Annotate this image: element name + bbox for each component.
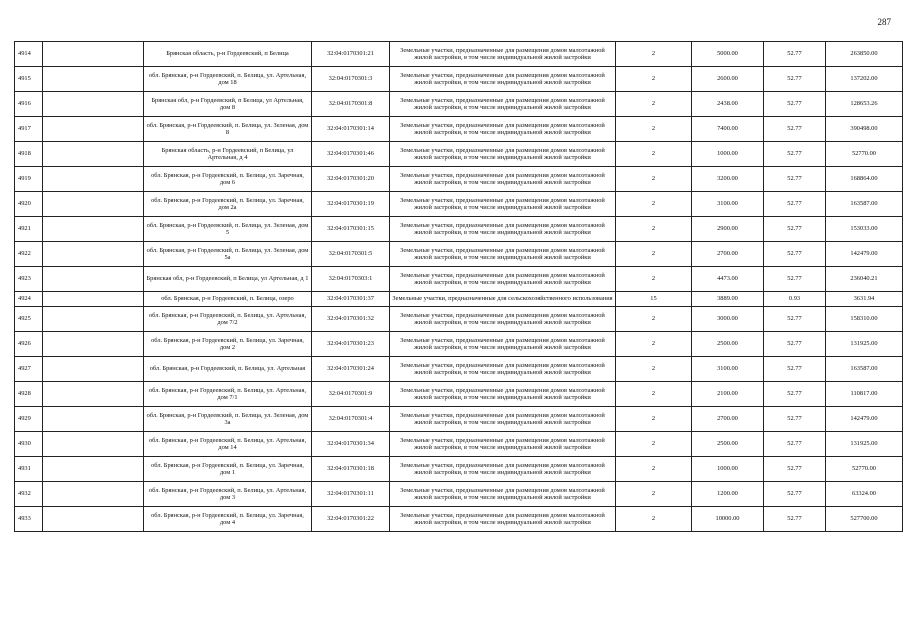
rate-cell: 52.77 bbox=[764, 67, 826, 92]
cadastral-value-cell: 153033.00 bbox=[826, 217, 903, 242]
category-code-cell: 2 bbox=[616, 267, 692, 292]
row-number: 4925 bbox=[15, 307, 43, 332]
blank-cell bbox=[43, 382, 144, 407]
cadastral-value-cell: 263850.00 bbox=[826, 42, 903, 67]
cadastral-number-cell: 32:04:0170301:11 bbox=[312, 482, 390, 507]
land-category-cell: Земельные участки, предназначенные для размещения домов малоэтажной жилой застройки, в том числе индивидуальной жилой застройки bbox=[390, 332, 616, 357]
row-number: 4930 bbox=[15, 432, 43, 457]
cadastral-value-cell: 163587.00 bbox=[826, 357, 903, 382]
cadastral-number-cell: 32:04:0170301:18 bbox=[312, 457, 390, 482]
land-category-cell: Земельные участки, предназначенные для размещения домов малоэтажной жилой застройки, в том числе индивидуальной жилой застройки bbox=[390, 67, 616, 92]
table-row bbox=[15, 457, 903, 482]
blank-cell bbox=[43, 407, 144, 432]
row-number: 4926 bbox=[15, 332, 43, 357]
category-code-cell: 2 bbox=[616, 482, 692, 507]
land-category-cell: Земельные участки, предназначенные для размещения домов малоэтажной жилой застройки, в том числе индивидуальной жилой застройки bbox=[390, 42, 616, 67]
cadastral-value-cell: 131925.00 bbox=[826, 332, 903, 357]
category-code-cell: 2 bbox=[616, 307, 692, 332]
row-number: 4929 bbox=[15, 407, 43, 432]
category-code-cell: 2 bbox=[616, 117, 692, 142]
blank-cell bbox=[43, 292, 144, 307]
category-code-cell: 2 bbox=[616, 357, 692, 382]
row-number: 4931 bbox=[15, 457, 43, 482]
row-number: 4915 bbox=[15, 67, 43, 92]
address-cell: обл. Брянская, р-н Гордеевский, п. Белица, ул. Артельная, дом 18 bbox=[144, 67, 312, 92]
table-row bbox=[15, 242, 903, 267]
land-category-cell: Земельные участки, предназначенные для размещения домов малоэтажной жилой застройки, в том числе индивидуальной жилой застройки bbox=[390, 432, 616, 457]
cadastral-value-cell: 52770.00 bbox=[826, 457, 903, 482]
land-category-cell: Земельные участки, предназначенные для размещения домов малоэтажной жилой застройки, в том числе индивидуальной жилой застройки bbox=[390, 92, 616, 117]
rate-cell: 52.77 bbox=[764, 192, 826, 217]
address-cell: обл. Брянская, р-н Гордеевский, п. Белица, ул. Заречная, дом 1 bbox=[144, 457, 312, 482]
land-category-cell: Земельные участки, предназначенные для размещения домов малоэтажной жилой застройки, в том числе индивидуальной жилой застройки bbox=[390, 407, 616, 432]
table-row bbox=[15, 42, 903, 67]
row-number: 4927 bbox=[15, 357, 43, 382]
rate-cell: 52.77 bbox=[764, 457, 826, 482]
cadastral-number-cell: 32:04:0170301:37 bbox=[312, 292, 390, 307]
table-row bbox=[15, 167, 903, 192]
blank-cell bbox=[43, 357, 144, 382]
cadastral-number-cell: 32:04:0170301:23 bbox=[312, 332, 390, 357]
area-cell: 3000.00 bbox=[692, 307, 764, 332]
cadastral-number-cell: 32:04:0170301:20 bbox=[312, 167, 390, 192]
area-cell: 3200.00 bbox=[692, 167, 764, 192]
blank-cell bbox=[43, 67, 144, 92]
address-cell: Брянская обл, р-н Гордеевский, п Белица, ул Артельная, д 1 bbox=[144, 267, 312, 292]
cadastral-value-cell: 163587.00 bbox=[826, 192, 903, 217]
category-code-cell: 2 bbox=[616, 42, 692, 67]
rate-cell: 52.77 bbox=[764, 117, 826, 142]
category-code-cell: 2 bbox=[616, 192, 692, 217]
cadastral-number-cell: 32:04:0170301:8 bbox=[312, 92, 390, 117]
blank-cell bbox=[43, 507, 144, 532]
address-cell: обл. Брянская, р-н Гордеевский, п. Белица, ул. Зеленая, дом 3а bbox=[144, 407, 312, 432]
area-cell: 4473.00 bbox=[692, 267, 764, 292]
cadastral-number-cell: 32:04:0170301:22 bbox=[312, 507, 390, 532]
area-cell: 7400.00 bbox=[692, 117, 764, 142]
cadastral-number-cell: 32:04:0170301:15 bbox=[312, 217, 390, 242]
cadastral-number-cell: 32:04:0170301:24 bbox=[312, 357, 390, 382]
blank-cell bbox=[43, 142, 144, 167]
table-row bbox=[15, 92, 903, 117]
cadastral-value-cell: 236040.21 bbox=[826, 267, 903, 292]
land-category-cell: Земельные участки, предназначенные для размещения домов малоэтажной жилой застройки, в том числе индивидуальной жилой застройки bbox=[390, 142, 616, 167]
rate-cell: 52.77 bbox=[764, 307, 826, 332]
area-cell: 1000.00 bbox=[692, 142, 764, 167]
area-cell: 1000.00 bbox=[692, 457, 764, 482]
table-row bbox=[15, 382, 903, 407]
address-cell: Брянская обл, р-н Гордеевский, п Белица, ул Артельная, дом 8 bbox=[144, 92, 312, 117]
land-category-cell: Земельные участки, предназначенные для сельскохозяйственного использования bbox=[390, 292, 616, 307]
address-cell: обл. Брянская, р-н Гордеевский, п. Белица, ул. Зеленая, дом 5 bbox=[144, 217, 312, 242]
cadastral-value-cell: 158310.00 bbox=[826, 307, 903, 332]
cadastral-number-cell: 32:04:0170301:3 bbox=[312, 67, 390, 92]
row-number: 4920 bbox=[15, 192, 43, 217]
cadastral-number-cell: 32:04:0170301:32 bbox=[312, 307, 390, 332]
table-row bbox=[15, 507, 903, 532]
blank-cell bbox=[43, 307, 144, 332]
table-row bbox=[15, 117, 903, 142]
table-row bbox=[15, 267, 903, 292]
land-category-cell: Земельные участки, предназначенные для размещения домов малоэтажной жилой застройки, в том числе индивидуальной жилой застройки bbox=[390, 192, 616, 217]
table-row bbox=[15, 142, 903, 167]
area-cell: 3889.00 bbox=[692, 292, 764, 307]
land-category-cell: Земельные участки, предназначенные для размещения домов малоэтажной жилой застройки, в том числе индивидуальной жилой застройки bbox=[390, 507, 616, 532]
table-body bbox=[15, 42, 903, 532]
rate-cell: 52.77 bbox=[764, 242, 826, 267]
table-row bbox=[15, 192, 903, 217]
blank-cell bbox=[43, 482, 144, 507]
cadastral-number-cell: 32:04:0170301:46 bbox=[312, 142, 390, 167]
table-row bbox=[15, 67, 903, 92]
cadastral-number-cell: 32:04:0170301:19 bbox=[312, 192, 390, 217]
address-cell: обл. Брянская, р-н Гордеевский, п. Белица, ул. Зеленая, дом 8 bbox=[144, 117, 312, 142]
cadastral-value-cell: 390498.00 bbox=[826, 117, 903, 142]
table-row bbox=[15, 217, 903, 242]
category-code-cell: 2 bbox=[616, 407, 692, 432]
rate-cell: 52.77 bbox=[764, 332, 826, 357]
address-cell: обл. Брянская, р-н Гордеевский, п. Белица, ул. Зеленая, дом 5а bbox=[144, 242, 312, 267]
blank-cell bbox=[43, 92, 144, 117]
address-cell: обл. Брянская, р-н Гордеевский, п. Белица, ул. Артельная, дом 14 bbox=[144, 432, 312, 457]
table-row bbox=[15, 357, 903, 382]
land-category-cell: Земельные участки, предназначенные для размещения домов малоэтажной жилой застройки, в том числе индивидуальной жилой застройки bbox=[390, 217, 616, 242]
land-category-cell: Земельные участки, предназначенные для размещения домов малоэтажной жилой застройки, в том числе индивидуальной жилой застройки bbox=[390, 242, 616, 267]
cadastral-value-cell: 110817.00 bbox=[826, 382, 903, 407]
address-cell: обл. Брянская, р-н Гордеевский, п. Белица, ул. Артельная bbox=[144, 357, 312, 382]
cadastral-number-cell: 32:04:0170301:14 bbox=[312, 117, 390, 142]
rate-cell: 52.77 bbox=[764, 432, 826, 457]
cadastral-value-cell: 3631.94 bbox=[826, 292, 903, 307]
row-number: 4914 bbox=[15, 42, 43, 67]
row-number: 4922 bbox=[15, 242, 43, 267]
table-row bbox=[15, 407, 903, 432]
address-cell: обл. Брянская, р-н Гордеевский, п. Белица, озеро bbox=[144, 292, 312, 307]
address-cell: обл. Брянская, р-н Гордеевский, п. Белица, ул. Артельная, дом 7/1 bbox=[144, 382, 312, 407]
land-category-cell: Земельные участки, предназначенные для размещения домов малоэтажной жилой застройки, в том числе индивидуальной жилой застройки bbox=[390, 167, 616, 192]
address-cell: обл. Брянская, р-н Гордеевский, п. Белица, ул. Заречная, дом 2а bbox=[144, 192, 312, 217]
rate-cell: 52.77 bbox=[764, 357, 826, 382]
category-code-cell: 2 bbox=[616, 507, 692, 532]
area-cell: 2500.00 bbox=[692, 332, 764, 357]
land-category-cell: Земельные участки, предназначенные для размещения домов малоэтажной жилой застройки, в том числе индивидуальной жилой застройки bbox=[390, 117, 616, 142]
cadastral-number-cell: 32:04:0170301:21 bbox=[312, 42, 390, 67]
rate-cell: 52.77 bbox=[764, 142, 826, 167]
cadastral-value-cell: 63324.00 bbox=[826, 482, 903, 507]
row-number: 4917 bbox=[15, 117, 43, 142]
blank-cell bbox=[43, 267, 144, 292]
row-number: 4928 bbox=[15, 382, 43, 407]
land-category-cell: Земельные участки, предназначенные для размещения домов малоэтажной жилой застройки, в том числе индивидуальной жилой застройки bbox=[390, 307, 616, 332]
cadastral-number-cell: 32:04:0170303:1 bbox=[312, 267, 390, 292]
table-row bbox=[15, 482, 903, 507]
area-cell: 2900.00 bbox=[692, 217, 764, 242]
table-row bbox=[15, 432, 903, 457]
blank-cell bbox=[43, 457, 144, 482]
table-row bbox=[15, 332, 903, 357]
row-number: 4919 bbox=[15, 167, 43, 192]
category-code-cell: 2 bbox=[616, 92, 692, 117]
rate-cell: 0.93 bbox=[764, 292, 826, 307]
cadastral-value-cell: 142479.00 bbox=[826, 242, 903, 267]
address-cell: обл. Брянская, р-н Гордеевский, п. Белица, ул. Артельная, дом 7/2 bbox=[144, 307, 312, 332]
cadastral-number-cell: 32:04:0170301:34 bbox=[312, 432, 390, 457]
category-code-cell: 2 bbox=[616, 382, 692, 407]
land-category-cell: Земельные участки, предназначенные для размещения домов малоэтажной жилой застройки, в том числе индивидуальной жилой застройки bbox=[390, 357, 616, 382]
address-cell: обл. Брянская, р-н Гордеевский, п. Белица, ул. Заречная, дом 4 bbox=[144, 507, 312, 532]
area-cell: 2438.00 bbox=[692, 92, 764, 117]
land-category-cell: Земельные участки, предназначенные для размещения домов малоэтажной жилой застройки, в том числе индивидуальной жилой застройки bbox=[390, 382, 616, 407]
blank-cell bbox=[43, 117, 144, 142]
row-number: 4921 bbox=[15, 217, 43, 242]
area-cell: 3100.00 bbox=[692, 192, 764, 217]
category-code-cell: 2 bbox=[616, 332, 692, 357]
address-cell: обл. Брянская, р-н Гордеевский, п. Белица, ул. Заречная, дом 2 bbox=[144, 332, 312, 357]
area-cell: 5000.00 bbox=[692, 42, 764, 67]
address-cell: обл. Брянская, р-н Гордеевский, п. Белица, ул. Заречная, дом 6 bbox=[144, 167, 312, 192]
blank-cell bbox=[43, 332, 144, 357]
rate-cell: 52.77 bbox=[764, 167, 826, 192]
blank-cell bbox=[43, 242, 144, 267]
area-cell: 2700.00 bbox=[692, 242, 764, 267]
rate-cell: 52.77 bbox=[764, 382, 826, 407]
rate-cell: 52.77 bbox=[764, 267, 826, 292]
area-cell: 2700.00 bbox=[692, 407, 764, 432]
blank-cell bbox=[43, 217, 144, 242]
cadastral-number-cell: 32:04:0170301:9 bbox=[312, 382, 390, 407]
cadastral-value-cell: 142479.00 bbox=[826, 407, 903, 432]
land-category-cell: Земельные участки, предназначенные для размещения домов малоэтажной жилой застройки, в том числе индивидуальной жилой застройки bbox=[390, 482, 616, 507]
blank-cell bbox=[43, 432, 144, 457]
cadastral-value-cell: 527700.00 bbox=[826, 507, 903, 532]
area-cell: 1200.00 bbox=[692, 482, 764, 507]
area-cell: 3100.00 bbox=[692, 357, 764, 382]
cadastral-value-cell: 52770.00 bbox=[826, 142, 903, 167]
cadastral-number-cell: 32:04:0170301:4 bbox=[312, 407, 390, 432]
category-code-cell: 2 bbox=[616, 457, 692, 482]
land-category-cell: Земельные участки, предназначенные для размещения домов малоэтажной жилой застройки, в том числе индивидуальной жилой застройки bbox=[390, 267, 616, 292]
row-number: 4924 bbox=[15, 292, 43, 307]
category-code-cell: 2 bbox=[616, 142, 692, 167]
cadastral-number-cell: 32:04:0170301:5 bbox=[312, 242, 390, 267]
address-cell: Брянская область, р-н Гордеевский, п Белица, ул Артельная, д 4 bbox=[144, 142, 312, 167]
table-row bbox=[15, 307, 903, 332]
land-category-cell: Земельные участки, предназначенные для размещения домов малоэтажной жилой застройки, в том числе индивидуальной жилой застройки bbox=[390, 457, 616, 482]
rate-cell: 52.77 bbox=[764, 507, 826, 532]
rate-cell: 52.77 bbox=[764, 407, 826, 432]
rate-cell: 52.77 bbox=[764, 482, 826, 507]
address-cell: Брянская область, р-н Гордеевский, п Белица bbox=[144, 42, 312, 67]
row-number: 4916 bbox=[15, 92, 43, 117]
blank-cell bbox=[43, 42, 144, 67]
category-code-cell: 2 bbox=[616, 167, 692, 192]
row-number: 4932 bbox=[15, 482, 43, 507]
row-number: 4933 bbox=[15, 507, 43, 532]
table-row bbox=[15, 292, 903, 307]
category-code-cell: 15 bbox=[616, 292, 692, 307]
cadastral-value-cell: 128653.26 bbox=[826, 92, 903, 117]
rate-cell: 52.77 bbox=[764, 92, 826, 117]
land-registry-table bbox=[14, 41, 903, 532]
category-code-cell: 2 bbox=[616, 432, 692, 457]
address-cell: обл. Брянская, р-н Гордеевский, п. Белица, ул. Артельная, дом 3 bbox=[144, 482, 312, 507]
row-number: 4923 bbox=[15, 267, 43, 292]
area-cell: 2100.00 bbox=[692, 382, 764, 407]
category-code-cell: 2 bbox=[616, 67, 692, 92]
cadastral-value-cell: 131925.00 bbox=[826, 432, 903, 457]
category-code-cell: 2 bbox=[616, 242, 692, 267]
rate-cell: 52.77 bbox=[764, 42, 826, 67]
area-cell: 2500.00 bbox=[692, 432, 764, 457]
page-number: 287 bbox=[877, 17, 891, 27]
blank-cell bbox=[43, 192, 144, 217]
cadastral-value-cell: 168864.00 bbox=[826, 167, 903, 192]
rate-cell: 52.77 bbox=[764, 217, 826, 242]
category-code-cell: 2 bbox=[616, 217, 692, 242]
area-cell: 2600.00 bbox=[692, 67, 764, 92]
area-cell: 10000.00 bbox=[692, 507, 764, 532]
cadastral-value-cell: 137202.00 bbox=[826, 67, 903, 92]
blank-cell bbox=[43, 167, 144, 192]
row-number: 4918 bbox=[15, 142, 43, 167]
